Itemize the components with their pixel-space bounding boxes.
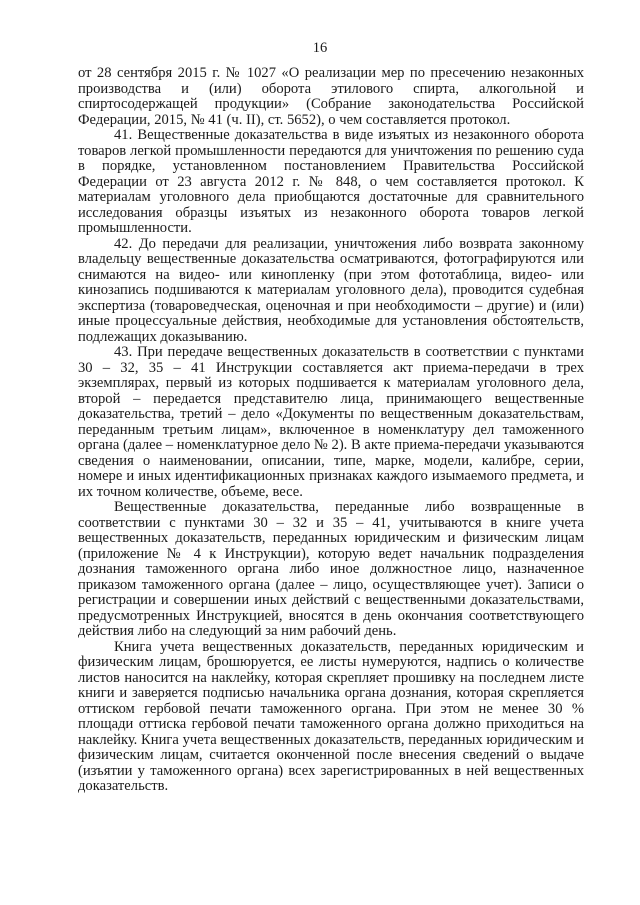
paragraph-43-accounting: Вещественные доказательства, переданные либо возвращенные в соответствии с пунктами 30 – 32 и 35 – 41, учитываются в книге учета вещественных доказательств, переданных юридическим и физическим лицам (приложение № 4 к Инструкции), которую ведет начальник подразделения дознания таможенного органа либо иное должностное лицо, назначенное приказом таможенного органа (далее – лицо, осуществляющее учет). Записи о регистрации и совершении иных действий с вещественными доказательствами, предусмотренных Инструкцией, вносятся в день окончания соответствующего действия либо на следующий за ним рабочий день. <box>78 499 584 639</box>
paragraph-continuation: от 28 сентября 2015 г. № 1027 «О реализации мер по пресечению незаконных производства и (или) оборота этилового спирта, алкогольной и спиртосодержащей продукции» (Собрание законодательства Российской Федерации, 2015, № 41 (ч. II), ст. 5652), о чем составляется протокол. <box>78 65 584 128</box>
paragraph-43: 43. При передаче вещественных доказательств в соответствии с пунктами 30 – 32, 35 – 41 Инструкции составляется акт приема-передачи в трех экземплярах, первый из которых подшивается к материалам уголовного дела, второй – передается представителю лица, принимающего вещественные доказательства, третий – дело «Документы по вещественным доказательствам, переданным третьим лицам», включенное в номенклатуру дел таможенного органа (далее – номенклатурное дело № 2). В акте приема-передачи указываются сведения о наименовании, описании, типе, марке, модели, калибре, серии, номере и иных идентификационных признаках каждого изымаемого предмета, и их точном количестве, объеме, весе. <box>78 344 584 500</box>
page-number: 16 <box>312 40 328 56</box>
document-body <box>78 66 584 795</box>
paragraph-42: 42. До передачи для реализации, уничтожения либо возврата законному владельцу вещественные доказательства осматриваются, фотографируются или снимаются на видео- или кинопленку (при этом фототаблица, видео- или кинозапись подшиваются к материалам уголовного дела), проводится судебная экспертиза (товароведческая, оценочная и при необходимости – другие) и (или) иные процессуальные действия, необходимые для установления обстоятельств, подлежащих доказыванию. <box>78 235 584 345</box>
paragraph-41: 41. Вещественные доказательства в виде изъятых из незаконного оборота товаров легкой промышленности передаются для уничтожения по решению суда в порядке, установленном постановлением Правительства Российской Федерации от 23 августа 2012 г. № 848, о чем составляется протокол. К материалам уголовного дела приобщаются достаточные для сравнительного исследования образцы изъятых из незаконного оборота товаров легкой промышленности. <box>78 127 584 236</box>
paragraph-43-register-book: Книга учета вещественных доказательств, переданных юридическим и физическим лицам, брошюруется, ее листы нумеруются, надпись о количестве листов наносится на наклейку, которая скрепляет прошивку на последнем листе книги и заверяется подписью начальника органа дознания, которая скрепляется оттиском гербовой печати таможенного органа. При этом не менее 30 % площади оттиска гербовой печати таможенного органа должно приходиться на наклейку. Книга учета вещественных доказательств, переданных юридическим и физическим лицам, считается оконченной после внесения сведений о выдаче (изъятии у таможенного органа) всех зарегистрированных в ней вещественных доказательств. <box>78 638 584 794</box>
